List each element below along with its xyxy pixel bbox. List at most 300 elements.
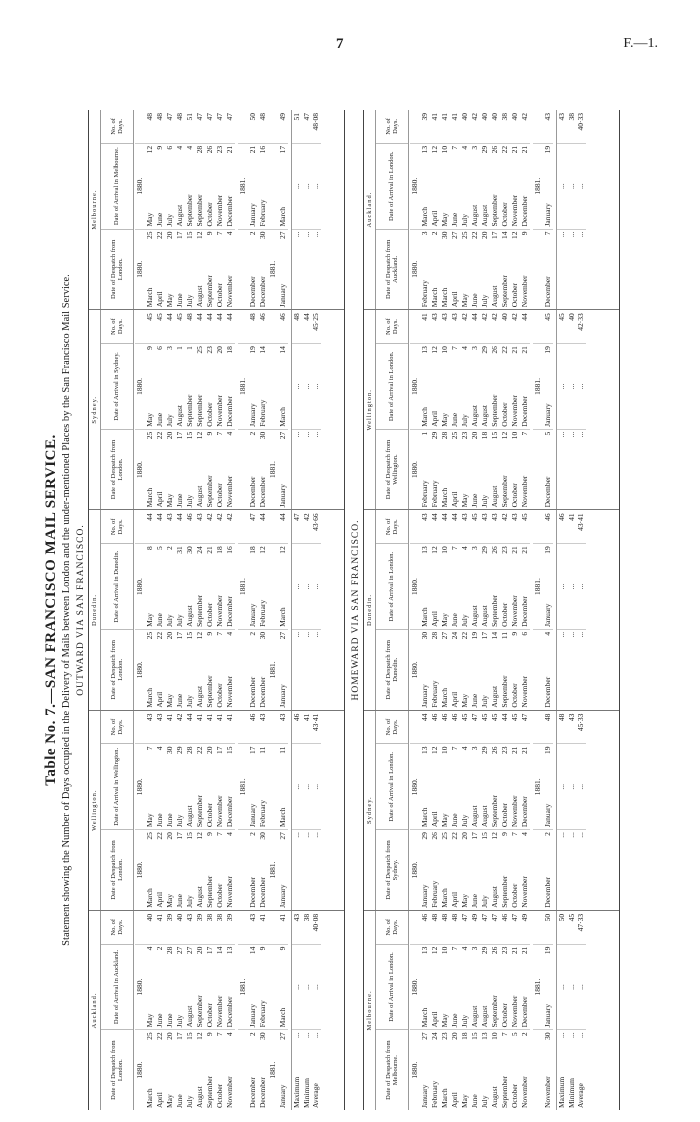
despatch-month: March [440, 688, 449, 708]
despatch-day: 18 [480, 431, 489, 440]
table-row [248, 310, 258, 509]
arrival-month: 1881. [238, 578, 247, 596]
despatch-cell [533, 830, 543, 910]
days-header: No. of Days. [101, 911, 133, 945]
arrival-day: 23 [500, 546, 509, 554]
despatch-day: 9 [510, 631, 519, 636]
despatch-header: Date of Despatch from London. [109, 439, 124, 500]
arrival-month: May [145, 412, 154, 427]
stat-dots: ... [557, 383, 566, 390]
table-row [520, 911, 530, 1110]
despatch-month: April [450, 291, 459, 308]
despatch-month: May [460, 693, 469, 708]
despatch-cell [510, 1030, 520, 1110]
arrival-month: July [460, 214, 469, 227]
days-cell [268, 510, 278, 544]
table-row [155, 310, 165, 509]
stat-label-cell [576, 1030, 586, 1110]
arrival-day: 8 [145, 546, 154, 551]
despatch-cell [410, 1030, 420, 1110]
arrival-cell [440, 144, 450, 230]
despatch-cell [440, 430, 450, 510]
stat-value: 38 [302, 911, 312, 945]
despatch-day: 3 [420, 231, 429, 236]
stat-dots: ... [576, 832, 585, 838]
despatch-day: 17 [175, 832, 184, 840]
table-row [185, 510, 195, 709]
despatch-cell [215, 230, 225, 310]
despatch-month: April [155, 691, 164, 708]
despatch-cell [238, 830, 248, 910]
stat-dots: ... [292, 832, 301, 838]
despatch-month: September [500, 275, 509, 308]
homeward-blocks [364, 110, 620, 1110]
despatch-cell [145, 430, 155, 510]
arrival-day: 4 [175, 145, 184, 150]
stat-value: 46 [557, 510, 567, 544]
stat-label: Average [576, 1083, 585, 1108]
days-cell: 43 [430, 310, 440, 344]
arrival-cell [520, 744, 530, 830]
arrival-cell [410, 344, 420, 430]
despatch-month: 1880. [135, 1061, 144, 1079]
arrival-day: 22 [500, 145, 509, 154]
column-headers [376, 510, 409, 709]
despatch-month: June [175, 493, 184, 508]
despatch-month: March [145, 688, 154, 708]
table-row [258, 711, 268, 910]
days-cell: 44 [175, 510, 185, 544]
days-cell: 44 [165, 310, 175, 344]
despatch-day: 30 [258, 231, 267, 240]
days-cell [238, 310, 248, 344]
despatch-cell [258, 630, 268, 710]
arrival-day: 21 [520, 946, 529, 955]
table-row [238, 110, 248, 309]
arrival-month: September [490, 795, 499, 828]
arrival-day: 20 [215, 346, 224, 354]
arrival-day: 1 [175, 346, 184, 350]
despatch-month: March [440, 888, 449, 908]
arrival-cell [460, 344, 470, 430]
stat-dots-cell [567, 544, 577, 630]
stat-value: 47·33 [576, 911, 586, 945]
arrival-day: 25 [195, 346, 204, 354]
despatch-day: 2 [543, 832, 552, 836]
mail-service-table [42, 110, 682, 1110]
despatch-cell [470, 830, 480, 910]
despatch-month: February [430, 480, 439, 508]
table-row [430, 510, 440, 709]
stat-row [311, 110, 321, 309]
despatch-month: December [248, 876, 257, 908]
arrival-day: 12 [430, 346, 439, 354]
days-cell: 45 [155, 310, 165, 344]
despatch-day: 24 [450, 631, 459, 640]
arrival-month: November [215, 395, 224, 427]
arrival-day: 12 [278, 546, 287, 554]
despatch-cell [155, 230, 165, 310]
table-row [175, 711, 185, 910]
days-cell: 41 [258, 911, 268, 945]
days-cell: 44 [420, 711, 430, 745]
arrival-month: August [185, 805, 194, 828]
despatch-cell [470, 630, 480, 710]
arrival-cell [205, 544, 215, 630]
stat-value: 43 [567, 711, 577, 745]
table-rows [134, 310, 344, 509]
despatch-month: July [185, 695, 194, 708]
place-name: Sydney. [89, 310, 101, 509]
despatch-month: July [185, 494, 194, 508]
days-cell: 48 [145, 110, 155, 144]
arrival-cell [470, 144, 480, 230]
despatch-day: 28 [430, 631, 439, 640]
despatch-cell [205, 630, 215, 710]
stat-dots-cell [311, 344, 321, 430]
days-cell: 41 [165, 711, 175, 745]
despatch-day: 7 [543, 231, 552, 236]
arrival-month: July [175, 1014, 184, 1028]
arrival-cell [480, 144, 490, 230]
arrival-month: 1880. [410, 978, 419, 996]
table-row [520, 711, 530, 910]
despatch-month: January [278, 1084, 287, 1108]
arrival-month: March [420, 807, 429, 828]
arrival-cell [533, 544, 543, 630]
arrival-cell [185, 544, 195, 630]
table-row [215, 110, 225, 309]
arrival-cell [238, 945, 248, 1031]
stat-value: 42 [302, 510, 312, 544]
arrival-day: 7 [450, 746, 459, 751]
despatch-month: May [165, 493, 174, 508]
arrival-day: 21 [510, 346, 519, 354]
stat-label-cell [567, 430, 577, 510]
arrival-month: August [480, 805, 489, 828]
arrival-cell [440, 744, 450, 830]
table-row [185, 310, 195, 509]
arrival-day: 21 [510, 946, 519, 955]
table-row [450, 110, 460, 309]
table-row [175, 510, 185, 709]
arrival-month: August [470, 204, 479, 227]
days-cell: 44 [185, 711, 195, 745]
despatch-day: 7 [215, 1032, 224, 1037]
arrival-cell [470, 544, 480, 630]
despatch-month: June [175, 293, 184, 308]
stat-dots: ... [311, 583, 320, 590]
despatch-cell [440, 830, 450, 910]
despatch-month: April [155, 291, 164, 308]
despatch-cell [268, 230, 278, 310]
arrival-day: 23 [215, 145, 224, 154]
despatch-month: June [470, 493, 479, 508]
column-headers [101, 510, 134, 709]
arrival-cell [533, 144, 543, 230]
arrival-month: December [520, 195, 529, 227]
stat-dots: ... [292, 783, 301, 790]
stat-dots: ... [566, 832, 576, 838]
table-rows [409, 510, 619, 709]
stat-dots: ... [311, 631, 320, 638]
despatch-month: May [165, 293, 174, 308]
despatch-month: January [420, 1084, 429, 1108]
despatch-month: 1880. [135, 661, 144, 679]
stat-row [311, 310, 321, 509]
stat-row [556, 310, 567, 509]
arrival-day: 9 [145, 346, 154, 350]
stat-dots: ... [576, 383, 585, 390]
despatch-cell [490, 630, 500, 710]
stat-label-cell [576, 430, 586, 510]
days-cell: 42 [215, 510, 225, 544]
days-cell: 48 [258, 110, 268, 144]
despatch-day: 12 [195, 832, 204, 840]
despatch-cell [470, 430, 480, 510]
despatch-month: February [430, 880, 439, 908]
arrival-day: 3 [470, 546, 479, 551]
arrival-cell [225, 744, 235, 830]
table-row [510, 110, 520, 309]
despatch-month: October [510, 483, 519, 508]
days-cell [410, 510, 420, 544]
stat-dots-cell [557, 344, 567, 430]
arrival-cell [248, 344, 258, 430]
despatch-cell [510, 630, 520, 710]
table-row [185, 110, 195, 309]
despatch-month: October [510, 683, 519, 708]
arrival-month: December [520, 596, 529, 627]
stat-dots: ... [301, 431, 311, 438]
table-row [520, 310, 530, 509]
despatch-day: 15 [480, 832, 489, 840]
days-cell: 44 [215, 310, 225, 344]
despatch-day: 15 [185, 431, 194, 440]
despatch-month: July [185, 895, 194, 908]
arrival-cell [533, 744, 543, 830]
table-row [205, 911, 215, 1110]
stat-dots: ... [311, 1032, 320, 1038]
table-row [533, 510, 543, 709]
despatch-cell [410, 830, 420, 910]
despatch-month: 1880. [410, 1061, 419, 1079]
days-cell: 48 [155, 110, 165, 144]
table-row [258, 110, 268, 309]
table-row [520, 110, 530, 309]
arrival-month: April [430, 410, 439, 427]
stat-dots: ... [292, 431, 301, 438]
arrival-month: 1880. [135, 978, 144, 996]
table-row [543, 911, 553, 1110]
arrival-cell [410, 744, 420, 830]
arrival-cell [155, 544, 165, 630]
table-row [430, 110, 440, 309]
days-header: No. of Days. [376, 911, 408, 945]
arrival-cell [500, 544, 510, 630]
arrival-month: 1880. [410, 578, 419, 596]
days-cell: 38 [215, 911, 225, 945]
stat-row [291, 310, 302, 509]
despatch-cell [135, 430, 145, 510]
arrival-month: July [460, 614, 469, 627]
despatch-day: 7 [510, 832, 519, 836]
stat-value: 47 [302, 110, 312, 144]
despatch-month: October [215, 283, 224, 308]
table-row [205, 310, 215, 509]
arrival-header: Date of Arrival in Melbourne. [101, 144, 133, 230]
days-cell [268, 310, 278, 344]
despatch-cell [185, 430, 195, 510]
stat-label-cell [557, 230, 567, 310]
table-row [258, 310, 268, 509]
arrival-month: September [195, 995, 204, 1028]
despatch-day: 4 [225, 832, 234, 836]
place-block [364, 110, 619, 310]
arrival-day: 19 [248, 346, 257, 354]
stat-dots: ... [557, 183, 566, 189]
arrival-day: 12 [145, 145, 154, 154]
despatch-day: 2 [520, 1032, 529, 1037]
arrival-day: 11 [278, 746, 287, 754]
stat-dots-cell [311, 544, 321, 630]
arrival-cell [430, 344, 440, 430]
arrival-cell [225, 945, 235, 1031]
arrival-month: November [510, 795, 519, 828]
table-row [278, 510, 288, 709]
despatch-cell [410, 630, 420, 710]
table-row [175, 911, 185, 1110]
arrival-day: 7 [450, 145, 459, 150]
arrival-month: December [520, 996, 529, 1028]
arrival-cell [450, 544, 460, 630]
arrival-cell [175, 344, 185, 430]
arrival-cell [410, 144, 420, 230]
stat-dots-cell [567, 144, 577, 230]
arrival-cell [420, 344, 430, 430]
despatch-cell [185, 830, 195, 910]
despatch-cell [238, 1030, 248, 1110]
table-row [278, 110, 288, 309]
arrival-cell [248, 144, 258, 230]
despatch-day: 2 [248, 231, 257, 236]
table-row [215, 911, 225, 1110]
despatch-month: 1880. [410, 661, 419, 679]
stat-dots: ... [292, 383, 301, 390]
despatch-cell [268, 430, 278, 510]
stat-label: Average [311, 1083, 320, 1108]
despatch-day: 12 [490, 832, 499, 840]
despatch-month: August [490, 285, 499, 308]
arrival-month: November [510, 995, 519, 1028]
despatch-day: 6 [520, 631, 529, 636]
arrival-month: June [450, 212, 459, 227]
despatch-cell [500, 1030, 510, 1110]
despatch-day: 22 [155, 631, 164, 640]
table-row [410, 310, 420, 509]
arrival-day: 28 [185, 746, 194, 754]
stat-dots-cell [311, 144, 321, 230]
despatch-month: November [225, 1076, 234, 1108]
days-cell: 45 [175, 310, 185, 344]
days-cell [410, 310, 420, 344]
stat-dots: ... [292, 984, 301, 990]
arrival-day: 21 [510, 145, 519, 154]
table-row [460, 110, 470, 309]
despatch-month: May [165, 693, 174, 708]
arrival-cell [278, 144, 288, 230]
stat-row [567, 911, 577, 1110]
stat-label-cell [302, 1030, 312, 1110]
arrival-month: August [480, 605, 489, 627]
despatch-cell [510, 830, 520, 910]
stat-row [556, 911, 567, 1110]
despatch-month: May [165, 894, 174, 908]
stat-dots: ... [557, 231, 566, 238]
arrival-cell [480, 544, 490, 630]
arrival-month: December [225, 996, 234, 1028]
arrival-month: August [470, 605, 479, 627]
despatch-month: February [430, 1080, 439, 1108]
arrival-day: 4 [460, 546, 469, 551]
arrival-month: March [420, 1007, 429, 1028]
despatch-month: 1881. [268, 260, 277, 278]
arrival-day: 21 [510, 546, 519, 554]
despatch-day: 4 [225, 1032, 234, 1037]
despatch-cell [215, 830, 225, 910]
arrival-day: 26 [490, 946, 499, 955]
despatch-cell [215, 430, 225, 510]
stat-row [311, 911, 321, 1110]
despatch-cell [205, 430, 215, 510]
days-cell: 38 [205, 911, 215, 945]
arrival-month: May [145, 813, 154, 828]
arrival-month: March [420, 407, 429, 427]
arrival-cell [238, 144, 248, 230]
arrival-day: 6 [155, 346, 164, 350]
despatch-day: 4 [543, 631, 552, 636]
arrival-cell [500, 144, 510, 230]
stat-label-cell [567, 830, 577, 910]
despatch-cell [248, 830, 258, 910]
stat-dots-cell [302, 144, 312, 230]
table-row [490, 711, 500, 910]
stat-label: Maximum [292, 1076, 301, 1108]
despatch-month: December [248, 676, 257, 708]
despatch-day: 15 [490, 431, 499, 440]
days-cell [268, 110, 278, 144]
arrival-cell [155, 744, 165, 830]
despatch-day: 11 [500, 631, 509, 640]
despatch-header: Date of Despatch from Wellington. [384, 439, 399, 500]
table-row [490, 510, 500, 709]
table-row [460, 310, 470, 509]
despatch-month: March [430, 287, 439, 308]
despatch-day: 22 [460, 631, 469, 640]
table-row [278, 911, 288, 1110]
arrival-day: 21 [510, 746, 519, 754]
days-cell: 48 [185, 310, 195, 344]
despatch-day: 17 [480, 631, 489, 640]
days-cell: 44 [195, 310, 205, 344]
arrival-cell [470, 744, 480, 830]
days-cell: 43 [490, 510, 500, 544]
despatch-day: 22 [155, 832, 164, 840]
stat-dots: ... [557, 1032, 566, 1038]
stat-label: Maximum [557, 1076, 566, 1108]
despatch-cell [195, 430, 205, 510]
despatch-cell [470, 1030, 480, 1110]
